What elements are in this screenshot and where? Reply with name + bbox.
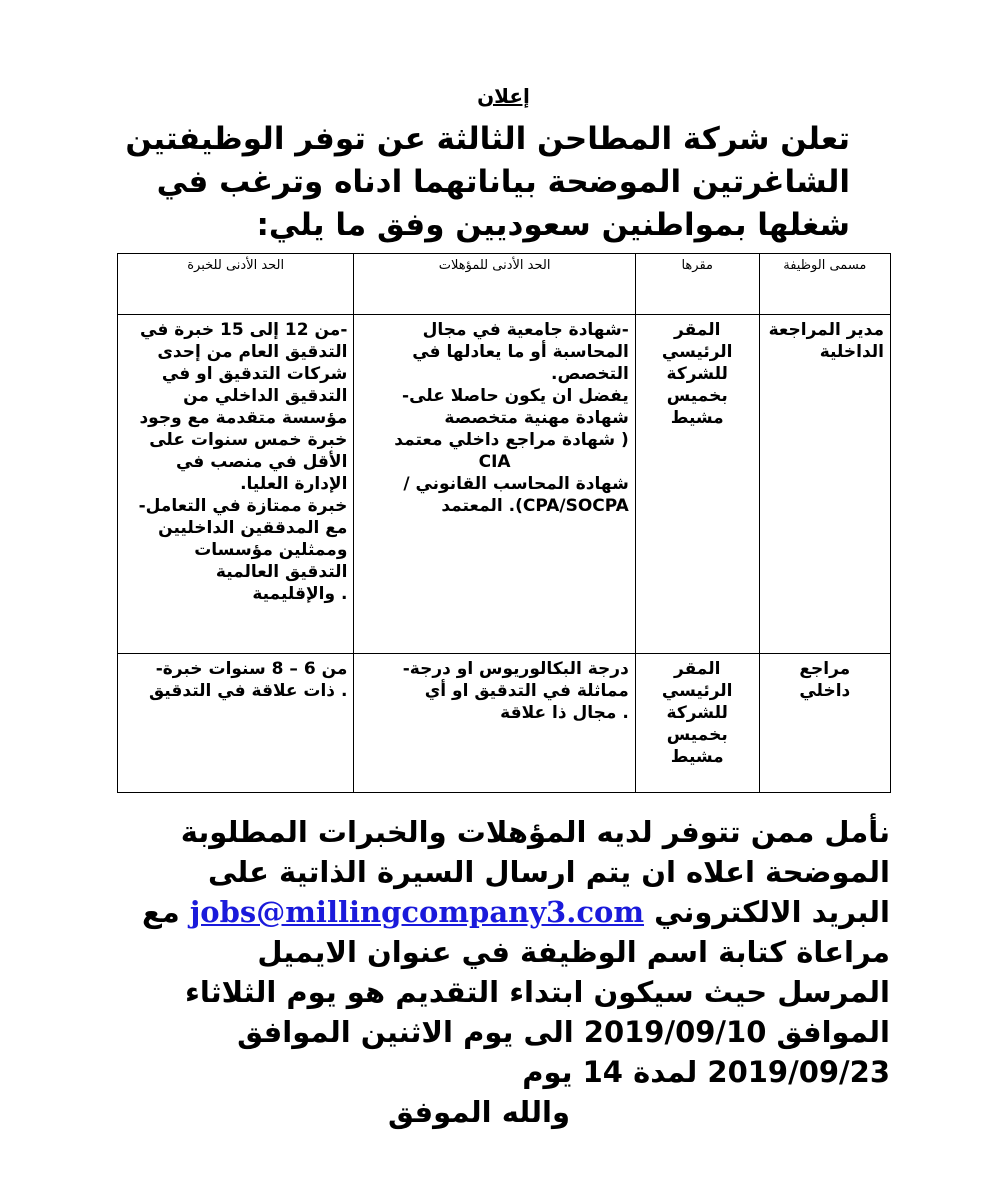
cell-line: . ذات علاقة في التدقيق (148, 681, 348, 701)
intro-paragraph (110, 118, 850, 247)
table-header-row (118, 254, 891, 315)
cell-line: CIA (478, 452, 511, 472)
announcement-title: إعلان (477, 84, 530, 108)
closing-line: والله الموفق (388, 1095, 570, 1129)
footer-line: المرسل حيث سيكون ابتداء التقديم هو يوم الثلاثاء (185, 975, 890, 1009)
cell-line: للشركة (666, 364, 728, 384)
header-job-title: مسمى الوظيفة (759, 254, 890, 315)
cell-line: مشيط (670, 747, 724, 767)
cell-line: شركات التدقيق او في (161, 364, 348, 384)
intro-line: شغلها بمواطنين سعوديين وفق ما يلي: (256, 207, 850, 243)
cell-line: المقر (674, 659, 721, 679)
cell-job-title (759, 654, 890, 793)
cell-line: مؤسسة متقدمة مع وجود (139, 408, 348, 428)
header-experience: الحد الأدنى للخبرة (118, 254, 354, 315)
cell-line: ( شهادة مراجع داخلي معتمد (394, 430, 629, 450)
cell-line: مراجع (799, 659, 851, 679)
cell-line: داخلي (799, 681, 851, 701)
cell-line: بخميس (666, 725, 728, 745)
cell-line: يفضل ان يكون حاصلا على- (402, 386, 629, 406)
table-row (118, 654, 891, 793)
email-link[interactable]: jobs@millingcompany3.com (189, 895, 645, 929)
intro-line: تعلن شركة المطاحن الثالثة عن توفر الوظيفتين (125, 121, 850, 157)
cell-line: مشيط (670, 408, 724, 428)
footer-line: الموضحة اعلاه ان يتم ارسال السيرة الذاتية على (207, 855, 890, 889)
cell-line: التدقيق العالمية (215, 562, 348, 582)
cell-line: شهادة مهنية متخصصة (444, 408, 629, 428)
cell-line: . مجال ذا علاقة (500, 703, 629, 723)
footer-text: مع (141, 895, 180, 929)
cell-line: خبرة ممتازة في التعامل- (138, 496, 348, 516)
cell-qualifications (354, 315, 635, 654)
cell-line: مع المدققين الداخليين (158, 518, 348, 538)
cell-line: الرئيسي (661, 342, 733, 362)
cell-line: درجة البكالوريوس او درجة- (402, 659, 629, 679)
footer-line: نأمل ممن تتوفر لديه المؤهلات والخبرات المطلوبة (180, 815, 890, 849)
cell-line: الرئيسي (661, 681, 733, 701)
cell-line: مدير المراجعة (768, 320, 884, 340)
cell-line: مماثلة في التدقيق او أي (424, 681, 629, 701)
cell-location (635, 654, 759, 793)
intro-line: الشاغرتين الموضحة بياناتهما ادناه وترغب في (156, 164, 850, 200)
header-location: مقرها (635, 254, 759, 315)
cell-line: شهادة المحاسب القانوني / (403, 474, 629, 494)
cell-line: المحاسبة أو ما يعادلها في (412, 342, 629, 362)
application-instructions (120, 812, 890, 1132)
cell-line: بخميس (666, 386, 728, 406)
footer-line (120, 892, 890, 932)
cell-line: التخصص. (551, 364, 629, 384)
footer-line: مراعاة كتابة اسم الوظيفة في عنوان الايميل (257, 935, 890, 969)
footer-text: البريد الالكتروني (654, 895, 890, 929)
table-row (118, 315, 891, 654)
header-qualifications: الحد الأدنى للمؤهلات (354, 254, 635, 315)
cell-line: وممثلين مؤسسات (194, 540, 348, 560)
footer-line: 2019/09/23 لمدة 14 يوم (522, 1055, 890, 1089)
cell-job-title (759, 315, 890, 654)
cell-line: خبرة خمس سنوات على (149, 430, 348, 450)
cell-line: الداخلية (819, 342, 884, 362)
cell-qualifications (354, 654, 635, 793)
cell-experience (118, 654, 354, 793)
cell-line: الإدارة العليا. (240, 474, 348, 494)
cell-location (635, 315, 759, 654)
cell-line: التدقيق العام من إحدى (157, 342, 348, 362)
cell-line: -من 12 إلى 15 خبرة في (140, 320, 348, 340)
cell-line: من 6 – 8 سنوات خبرة- (155, 659, 348, 679)
cell-experience (118, 315, 354, 654)
cell-line: التدقيق الداخلي من (183, 386, 348, 406)
cell-line: -شهادة جامعية في مجال (422, 320, 629, 340)
footer-line: الموافق 2019/09/10 الى يوم الاثنين الموافق (237, 1015, 890, 1049)
cell-line: CPA/SOCPA). المعتمد (441, 496, 629, 516)
jobs-table (117, 253, 891, 793)
cell-line: الأقل في منصب في (175, 452, 348, 472)
cell-line: . والإقليمية (252, 584, 348, 604)
cell-line: للشركة (666, 703, 728, 723)
cell-line: المقر (674, 320, 721, 340)
